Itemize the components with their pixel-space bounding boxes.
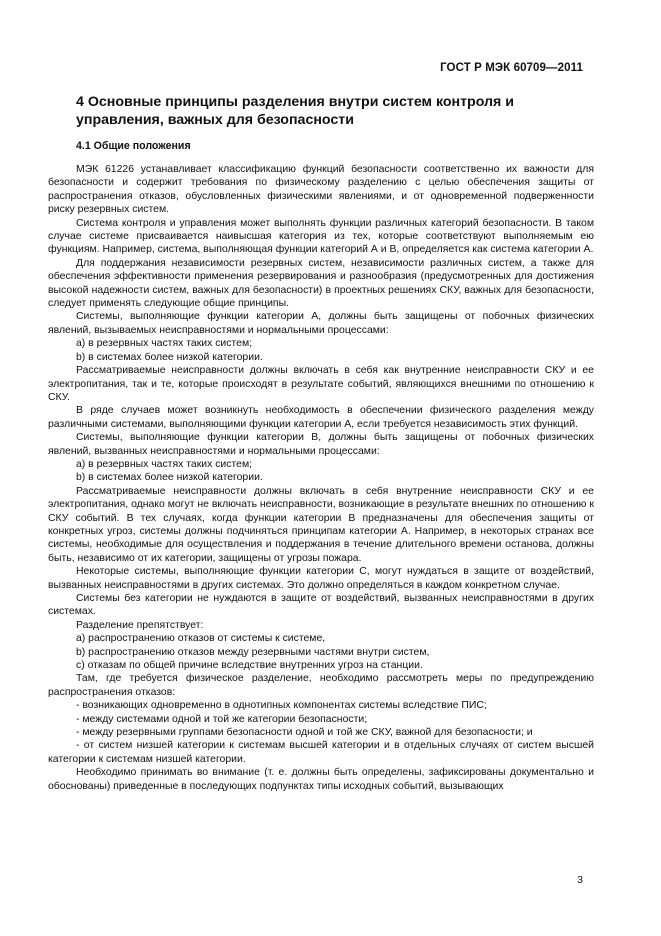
paragraph: Системы, выполняющие функции категории В, должны быть защищены от побочных физических явлений, вызванных неисправностями и нормальными процессами:	[48, 432, 594, 457]
list-item: b) в системах более низкой категории.	[76, 472, 263, 484]
paragraph: Система контроля и управления может выполнять функции различных категорий безопасности. В таком случае системе присваивается наивысшая категория из тех, которые соответствуют выполняемым ею функциям. Например, система, выполняющая функции категорий А и В, определяется как система категории А.	[48, 217, 594, 256]
paragraph: Необходимо принимать во внимание (т. е. должны быть определены, зафиксированы документально и обоснованы) приведенные в последующих подпунктах типы исходных событий, вызывающих	[48, 767, 594, 792]
section-heading: 4 Основные принципы разделения внутри систем контроля и управления, важных для безопасности	[76, 94, 514, 128]
page-number: 3	[577, 874, 583, 886]
standard-header: ГОСТ Р МЭК 60709—2011	[440, 62, 583, 74]
subsection-heading: 4.1 Общие положения	[76, 140, 191, 152]
list-item: a) в резервных частях таких систем;	[76, 338, 253, 350]
paragraph: МЭК 61226 устанавливает классификацию функций безопасности соответственно их важности для безопасности и содержит требования по физическому разделению с целью обеспечения защиты от распространения отказов, обусловленных физическими явлениями, и от одновременной подверженности риску резервных систем.	[48, 164, 594, 216]
list-item: b) в системах более низкой категории.	[76, 351, 263, 363]
paragraph: Рассматриваемые неисправности должны включать в себя внутренние неисправности СКУ и ее электропитания, однако могут не включать неисправности, возникающие в результате внешних по отношению к СКУ событий. В тех случаях, когда функции категории В предназначены для обеспечения защиты от конкретных угроз, системы должны подчиняться принципам категории А. Например, в некоторых странах все системы, необходимые для осуществления и поддержания в течение длительного времени останова, должны быть, независимо от их категории, защищены от угрозы пожара.	[48, 485, 594, 564]
list-item: - между системами одной и той же категории безопасности;	[76, 713, 368, 725]
paragraph: Системы без категории не нуждаются в защите от воздействий, вызванных неисправностями в других системах.	[48, 593, 594, 618]
list-item: a) в резервных частях таких систем;	[76, 458, 253, 470]
list-item: - возникающих одновременно в однотипных компонентах системы вследствие ПИС;	[76, 700, 487, 712]
list-item: b) распространению отказов между резервными частями внутри систем,	[76, 646, 430, 658]
list-item: - между резервными группами безопасности одной и той же СКУ, важной для безопасности; и	[76, 727, 533, 739]
paragraph: Некоторые системы, выполняющие функции категории С, могут нуждаться в защите от воздействий, вызванных неисправностями в других системах. Это должно определяться в каждом конкретном случае.	[48, 566, 594, 591]
list-item: a) распространению отказов от системы к системе,	[76, 633, 326, 645]
paragraph: Разделение препятствует:	[76, 619, 204, 631]
paragraph: В ряде случаев может возникнуть необходимость в обеспечении физического разделения между различными системами, выполняющими функции категории А, если требуется независимость этих функций.	[48, 405, 594, 430]
body-text	[48, 163, 594, 793]
list-item: c) отказам по общей причине вследствие внутренних угроз на станции.	[76, 660, 423, 672]
paragraph: Рассматриваемые неисправности должны включать в себя как внутренние неисправности СКУ и ее электропитания, так и те, которые происходят в результате событий, являющихся внешними по отношению к СКУ.	[48, 365, 594, 403]
paragraph: Системы, выполняющие функции категории А, должны быть защищены от побочных физических явлений, вызываемых неисправностями и нормальными процессами:	[48, 311, 594, 336]
paragraph: Для поддержания независимости резервных систем, независимости различных систем, а также для обеспечения эффективности применения резервирования и разнообразия (предусмотренных для достижения высокой надежности систем, важных для безопасности) в проектных решениях СКУ, важных для безопасности, следует применять следующие общие принципы.	[48, 257, 594, 310]
paragraph: Там, где требуется физическое разделение, необходимо рассмотреть меры по предупреждению распространения отказов:	[48, 673, 594, 698]
list-item: - от систем низшей категории к системам высшей категории и в отдельных случаях от систем высшей категории к системам низшей категории.	[48, 740, 594, 765]
